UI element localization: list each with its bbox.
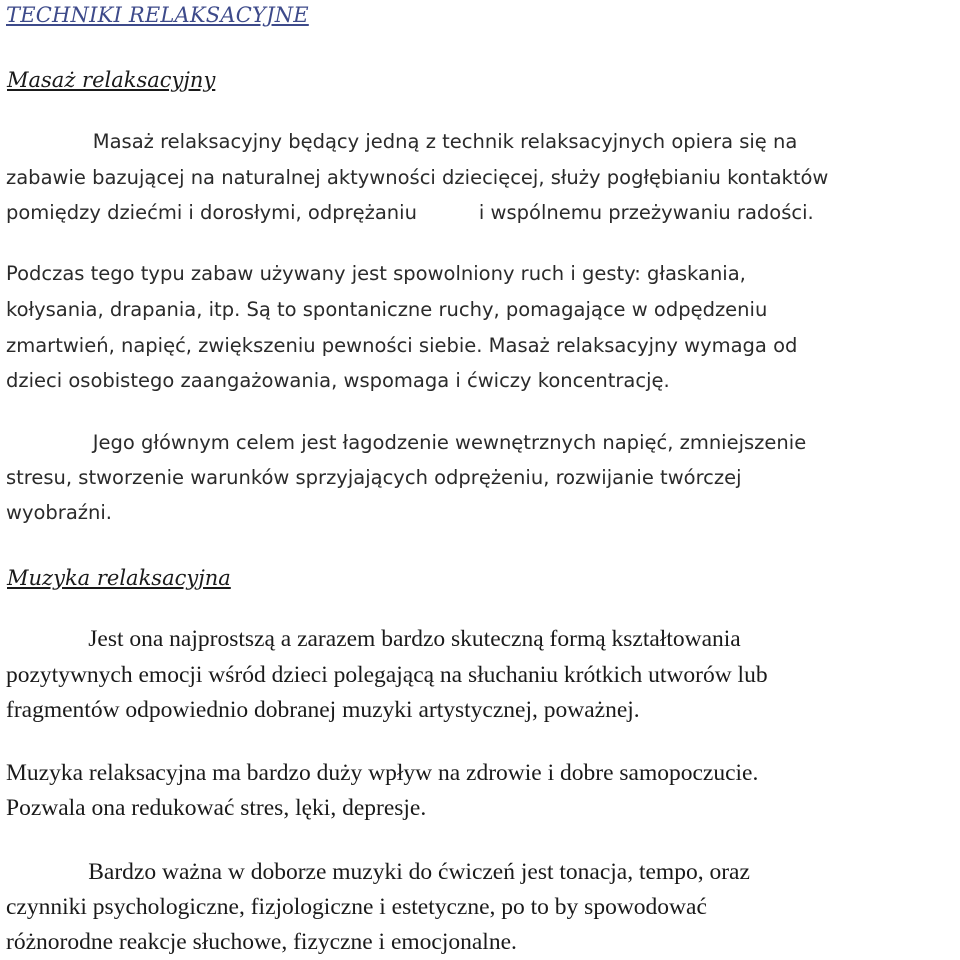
paragraph-line: pomiędzy dziećmi i dorosłymi, odprężaniu i wspólnemu przeżywaniu radości. (6, 201, 814, 224)
paragraph-line: czynniki psychologiczne, fizjologiczne i estetyczne, po to by spowodować (6, 894, 707, 920)
paragraph-line: Bardzo ważna w doborze muzyki do ćwiczeń jest tonacja, tempo, oraz (6, 859, 750, 885)
paragraph-line: Podczas tego typu zabaw używany jest spowolniony ruch i gesty: głaskania, (6, 262, 746, 285)
paragraph-line: Jest ona najprostszą a zarazem bardzo skuteczną formą kształtowania (6, 626, 741, 652)
paragraph-line: pozytywnych emocji wśród dzieci polegającą na słuchaniu krótkich utworów lub (6, 662, 768, 688)
paragraph-line: zabawie bazującej na naturalnej aktywności dziecięcej, służy pogłębianiu kontaktów (6, 166, 829, 189)
section-heading-massage: Masaż relaksacyjny (7, 68, 216, 92)
paragraph-line: fragmentów odpowiednio dobranej muzyki artystycznej, poważnej. (6, 697, 640, 723)
section-heading-music: Muzyka relaksacyjna (7, 566, 231, 590)
paragraph-line: dzieci osobistego zaangażowania, wspomaga i ćwiczy koncentrację. (6, 369, 670, 392)
document-title: TECHNIKI RELAKSACYJNE (6, 3, 309, 27)
paragraph-line: zmartwień, napięć, zwiększeniu pewności siebie. Masaż relaksacyjny wymaga od (6, 334, 798, 357)
paragraph-line: wyobraźni. (6, 501, 112, 524)
paragraph-line: stresu, stworzenie warunków sprzyjających odprężeniu, rozwijanie twórczej (6, 466, 742, 489)
paragraph-line: Pozwala ona redukować stres, lęki, depresje. (6, 795, 427, 821)
paragraph-line: kołysania, drapania, itp. Są to spontaniczne ruchy, pomagające w odpędzeniu (6, 298, 768, 321)
paragraph-line: różnorodne reakcje słuchowe, fizyczne i emocjonalne. (6, 929, 517, 955)
paragraph-line: Muzyka relaksacyjna ma bardzo duży wpływ na zdrowie i dobre samopoczucie. (6, 760, 759, 786)
paragraph-line: Masaż relaksacyjny będący jedną z technik relaksacyjnych opiera się na (6, 130, 798, 153)
paragraph-line: Jego głównym celem jest łagodzenie wewnętrznych napięć, zmniejszenie (6, 431, 807, 454)
